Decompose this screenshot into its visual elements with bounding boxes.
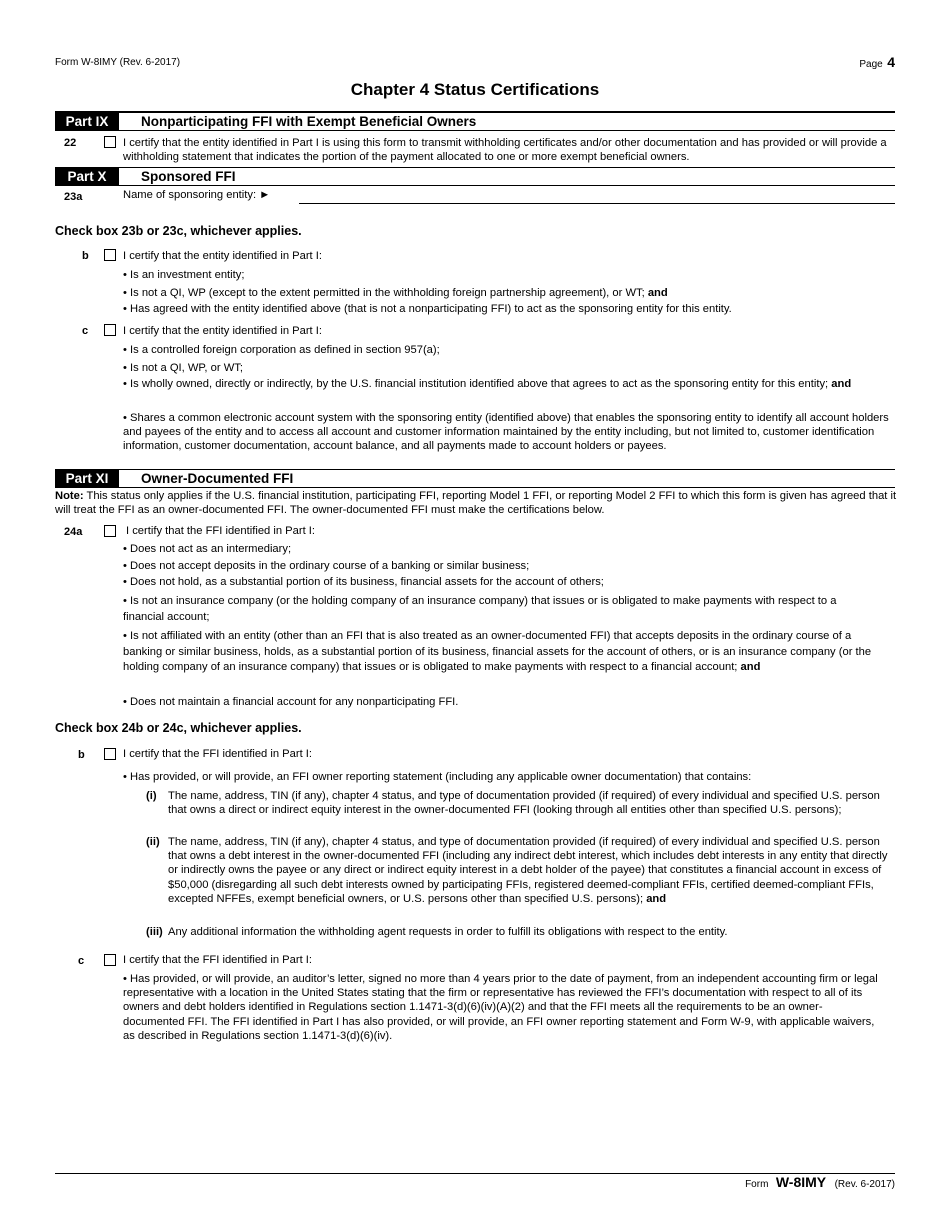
line-23c-text: I certify that the entity identified in Part I: bbox=[123, 325, 322, 337]
line-24b-text: I certify that the FFI identified in Part I: bbox=[123, 748, 313, 760]
line-22-number: 22 bbox=[64, 137, 77, 149]
list-item: • Has agreed with the entity identified above (that is not a nonparticipating FFI) to act as the sponsoring entity for this entity. bbox=[123, 303, 732, 315]
line-24c-text: I certify that the FFI identified in Part I: bbox=[123, 954, 313, 966]
list-item: • Does not hold, as a substantial portion of its business, financial assets for the account of others; bbox=[123, 576, 604, 588]
list-item: • Shares a common electronic account system with the sponsoring entity (identified above) that enables the sponsoring entity to identify all account holders and payees of the entity and to access all account and customer information maintained by the entity including, but not limited to, customer identification information, customer documentation, account balance, and all payments made to account holders or payees. bbox=[123, 412, 889, 453]
part11-note: Note: This status only applies if the U.S. financial institution, participating FFI, reporting Model 1 FFI, or reporting Model 2 FFI to which this form is given has agreed that it will treat the FFI as an owner-documented FFI. The owner-documented FFI must make the certifications below. bbox=[55, 490, 897, 517]
list-item: • Is not affiliated with an entity (other than an FFI that is also treated as an owner-documented FFI) that accepts deposits in the ordinary course of a banking or similar business, holds, as a substantial portion of its business, financial assets for the account of others, or is an insurance company (or the holding company of an insurance company) that issues or is obligated to make payments with respect to a financial account; and bbox=[123, 630, 872, 673]
line-24a-text: I certify that the FFI identified in Part I: bbox=[126, 525, 316, 537]
line-23c-checkbox[interactable] bbox=[104, 324, 116, 336]
form-id: Form W-8IMY (Rev. 6-2017) bbox=[55, 57, 181, 68]
sponsoring-entity-name-field[interactable] bbox=[299, 203, 895, 204]
part9-title: Nonparticipating FFI with Exempt Beneficial Owners bbox=[141, 114, 477, 129]
line-22-text: I certify that the entity identified in Part I is using this form to transmit withholding certificates and/or other documentation and has provided or will provide a withholding statement that indicates the portion of the payment allocated to one or more exempt beneficial owners. bbox=[123, 137, 887, 164]
section-rule bbox=[55, 130, 895, 131]
footer-rev: (Rev. 6-2017) bbox=[834, 1179, 895, 1190]
item-label: (ii) bbox=[146, 836, 160, 848]
part9-tag: Part IX bbox=[55, 113, 119, 130]
line-24c-letter: c bbox=[78, 955, 85, 967]
item-label: (i) bbox=[146, 790, 157, 802]
page-indicator bbox=[859, 54, 895, 72]
check-instruction-23: Check box 23b or 23c, whichever applies. bbox=[55, 224, 302, 238]
line-24b-letter: b bbox=[78, 749, 85, 761]
part10-tag: Part X bbox=[55, 168, 119, 185]
list-item: • Is not an insurance company (or the holding company of an insurance company) that issues or is obligated to make payments with respect to a financial account; bbox=[123, 595, 837, 623]
list-item: • Is not a QI, WP, or WT; bbox=[123, 362, 243, 374]
line-24a-number: 24a bbox=[64, 526, 83, 538]
list-item: • Is a controlled foreign corporation as defined in section 957(a); bbox=[123, 344, 440, 356]
part11-tag: Part XI bbox=[55, 470, 119, 487]
list-item: • Has provided, or will provide, an FFI owner reporting statement (including any applicable owner documentation) that contains: bbox=[123, 771, 752, 783]
line-24c-checkbox[interactable] bbox=[104, 954, 116, 966]
list-item: • Is an investment entity; bbox=[123, 269, 245, 281]
list-item: • Has provided, or will provide, an auditor’s letter, signed no more than 4 years prior to the date of payment, from an independent accounting firm or legal representative with a location in the United States stating that the firm or representative has reviewed the FFI’s documentation with respect to all of its owners and debt holders identified in Regulations section 1.1471-3(d)(6)(iv)(A)(2) and that the FFI meets all the requirements to be an owner-documented FFI. The FFI identified in Part I has also provided, or will provide, an FFI owner reporting statement and Form W-9, with applicable waivers, as described in Regulations section 1.1471-3(d)(6)(iv). bbox=[123, 973, 878, 1042]
line-22-checkbox[interactable] bbox=[104, 136, 116, 148]
list-item: • Does not maintain a financial account for any nonparticipating FFI. bbox=[123, 696, 459, 708]
footer-form-id bbox=[745, 1174, 895, 1192]
list-item: • Does not act as an intermediary; bbox=[123, 543, 292, 555]
check-instruction-24: Check box 24b or 24c, whichever applies. bbox=[55, 721, 302, 735]
list-item: • Does not accept deposits in the ordinary course of a banking or similar business; bbox=[123, 560, 530, 572]
part11-title: Owner-Documented FFI bbox=[141, 471, 294, 486]
section-rule bbox=[55, 185, 895, 186]
section-rule bbox=[55, 487, 895, 488]
footer-form-word: Form bbox=[745, 1179, 769, 1190]
item-label: (iii) bbox=[146, 926, 163, 938]
line-24a-checkbox[interactable] bbox=[104, 525, 116, 537]
page-number: 4 bbox=[887, 54, 895, 70]
list-item: Any additional information the withholding agent requests in order to fulfill its obligations with respect to the entity. bbox=[168, 926, 728, 938]
footer-form-name: W-8IMY bbox=[775, 1174, 827, 1190]
part11-header bbox=[55, 470, 895, 487]
list-item: The name, address, TIN (if any), chapter 4 status, and type of documentation provided (if required) of every individual and specified U.S. person that owns a debt interest in the owner-documented FFI (including any indirect debt interest, which includes debt interests in any entity that directly or indirectly owns the payee or any direct or indirect equity interest in a debt holder of the payee) that constitutes a financial account in excess of $50,000 (disregarding all such debt interests owned by participating FFIs, registered deemed-compliant FFIs, certified deemed-compliant FFIs, excepted NFFEs, exempt beneficial owners, or U.S. persons other than specified U.S. persons); and bbox=[168, 836, 888, 905]
part10-title: Sponsored FFI bbox=[141, 169, 236, 184]
line-23b-text: I certify that the entity identified in Part I: bbox=[123, 250, 322, 262]
line-23a-label: Name of sponsoring entity: ► bbox=[123, 189, 271, 201]
page-label: Page bbox=[859, 59, 883, 70]
part9-header bbox=[55, 113, 895, 130]
line-23c-letter: c bbox=[82, 325, 89, 337]
part10-header bbox=[55, 168, 895, 185]
line-24b-checkbox[interactable] bbox=[104, 748, 116, 760]
list-item: The name, address, TIN (if any), chapter 4 status, and type of documentation provided (if required) of every individual and specified U.S. person that owns a direct or indirect equity interest in the owner-documented FFI (looking through all entities other than specified U.S. persons); bbox=[168, 790, 880, 817]
list-item: • Is wholly owned, directly or indirectly, by the U.S. financial institution identified above that agrees to act as the sponsoring entity for this entity; and bbox=[123, 378, 852, 390]
line-23a-number: 23a bbox=[64, 191, 83, 203]
list-item: • Is not a QI, WP (except to the extent permitted in the withholding foreign partnership agreement), or WT; and bbox=[123, 287, 668, 299]
line-23b-checkbox[interactable] bbox=[104, 249, 116, 261]
page-title: Chapter 4 Status Certifications bbox=[350, 80, 600, 99]
line-23b-letter: b bbox=[82, 250, 89, 262]
